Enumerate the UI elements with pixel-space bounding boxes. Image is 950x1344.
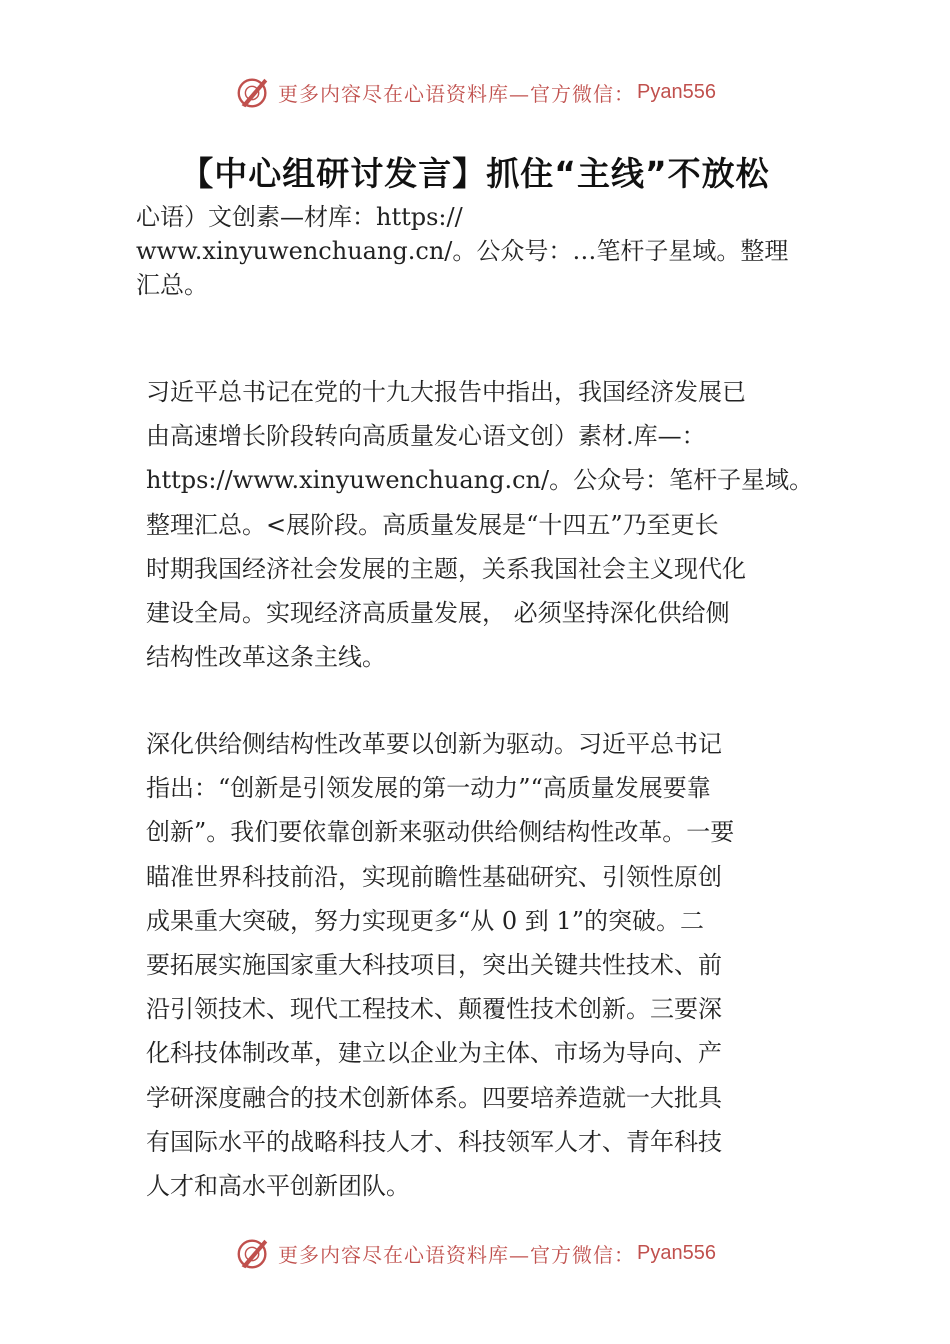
footer-watermark — [0, 1233, 950, 1273]
text-line: 沿引领技术、现代工程技术、颠覆性技术创新。三要深 — [146, 995, 722, 1024]
text-line: https://www.xinyuwenchuang.cn/。公众号：笔杆子星域。 — [146, 466, 814, 495]
quill-logo-icon — [234, 73, 272, 111]
text-line: 习近平总书记在党的十九大报告中指出，我国经济发展已 — [146, 378, 746, 406]
paragraph-1 — [146, 370, 846, 679]
text-line: 时期我国经济社会发展的主题，关系我国社会主义现代化 — [146, 554, 746, 583]
text-line: 化科技体制改革，建立以企业为主体、市场为导向、产 — [146, 1039, 722, 1068]
text-line: 要拓展实施国家重大科技项目，突出关键共性技术、前 — [146, 951, 722, 980]
watermark-text: 更多内容尽在心语资料库—官方微信： — [278, 1242, 636, 1267]
intro-note — [136, 200, 836, 302]
text-line: 建设全局。实现经济高质量发展， 必须坚持深化供给侧 — [146, 599, 730, 628]
intro-line: 心语）文创素—材库：https:// — [136, 203, 463, 231]
wechat-id: Pyan556 — [637, 1241, 716, 1264]
text-line: 整理汇总。<展阶段。高质量发展是“十四五”乃至更长 — [146, 510, 719, 539]
quill-logo-icon — [234, 1234, 272, 1272]
intro-line: 汇总。 — [136, 271, 208, 299]
text-line: 成果重大突破，努力实现更多“从 0 到 1”的突破。二 — [146, 906, 704, 935]
wechat-id: Pyan556 — [637, 80, 716, 103]
text-line: 深化供给侧结构性改革要以创新为驱动。习近平总书记 — [146, 730, 722, 758]
header-watermark — [0, 72, 950, 112]
watermark-text: 更多内容尽在心语资料库—官方微信： — [278, 81, 636, 106]
paragraph-2 — [146, 722, 846, 1208]
text-line: 指出：“创新是引领发展的第一动力”“高质量发展要靠 — [146, 774, 711, 803]
document-title: 【中心组研讨发言】抓住“主线”不放松 — [180, 154, 770, 193]
text-line: 结构性改革这条主线。 — [146, 643, 386, 672]
intro-line: www.xinyuwenchuang.cn/。公众号：…笔杆子星域。整理 — [136, 237, 789, 265]
text-line: 创新”。我们要依靠创新来驱动供给侧结构性改革。一要 — [146, 818, 735, 847]
text-line: 学研深度融合的技术创新体系。四要培养造就一大批具 — [146, 1083, 722, 1112]
text-line: 由高速增长阶段转向高质量发心语文创）素材.库—： — [146, 422, 706, 451]
text-line: 人才和高水平创新团队。 — [146, 1172, 410, 1201]
text-line: 有国际水平的战略科技人才、科技领军人才、青年科技 — [146, 1127, 722, 1156]
text-line: 瞄准世界科技前沿，实现前瞻性基础研究、引领性原创 — [146, 862, 722, 891]
